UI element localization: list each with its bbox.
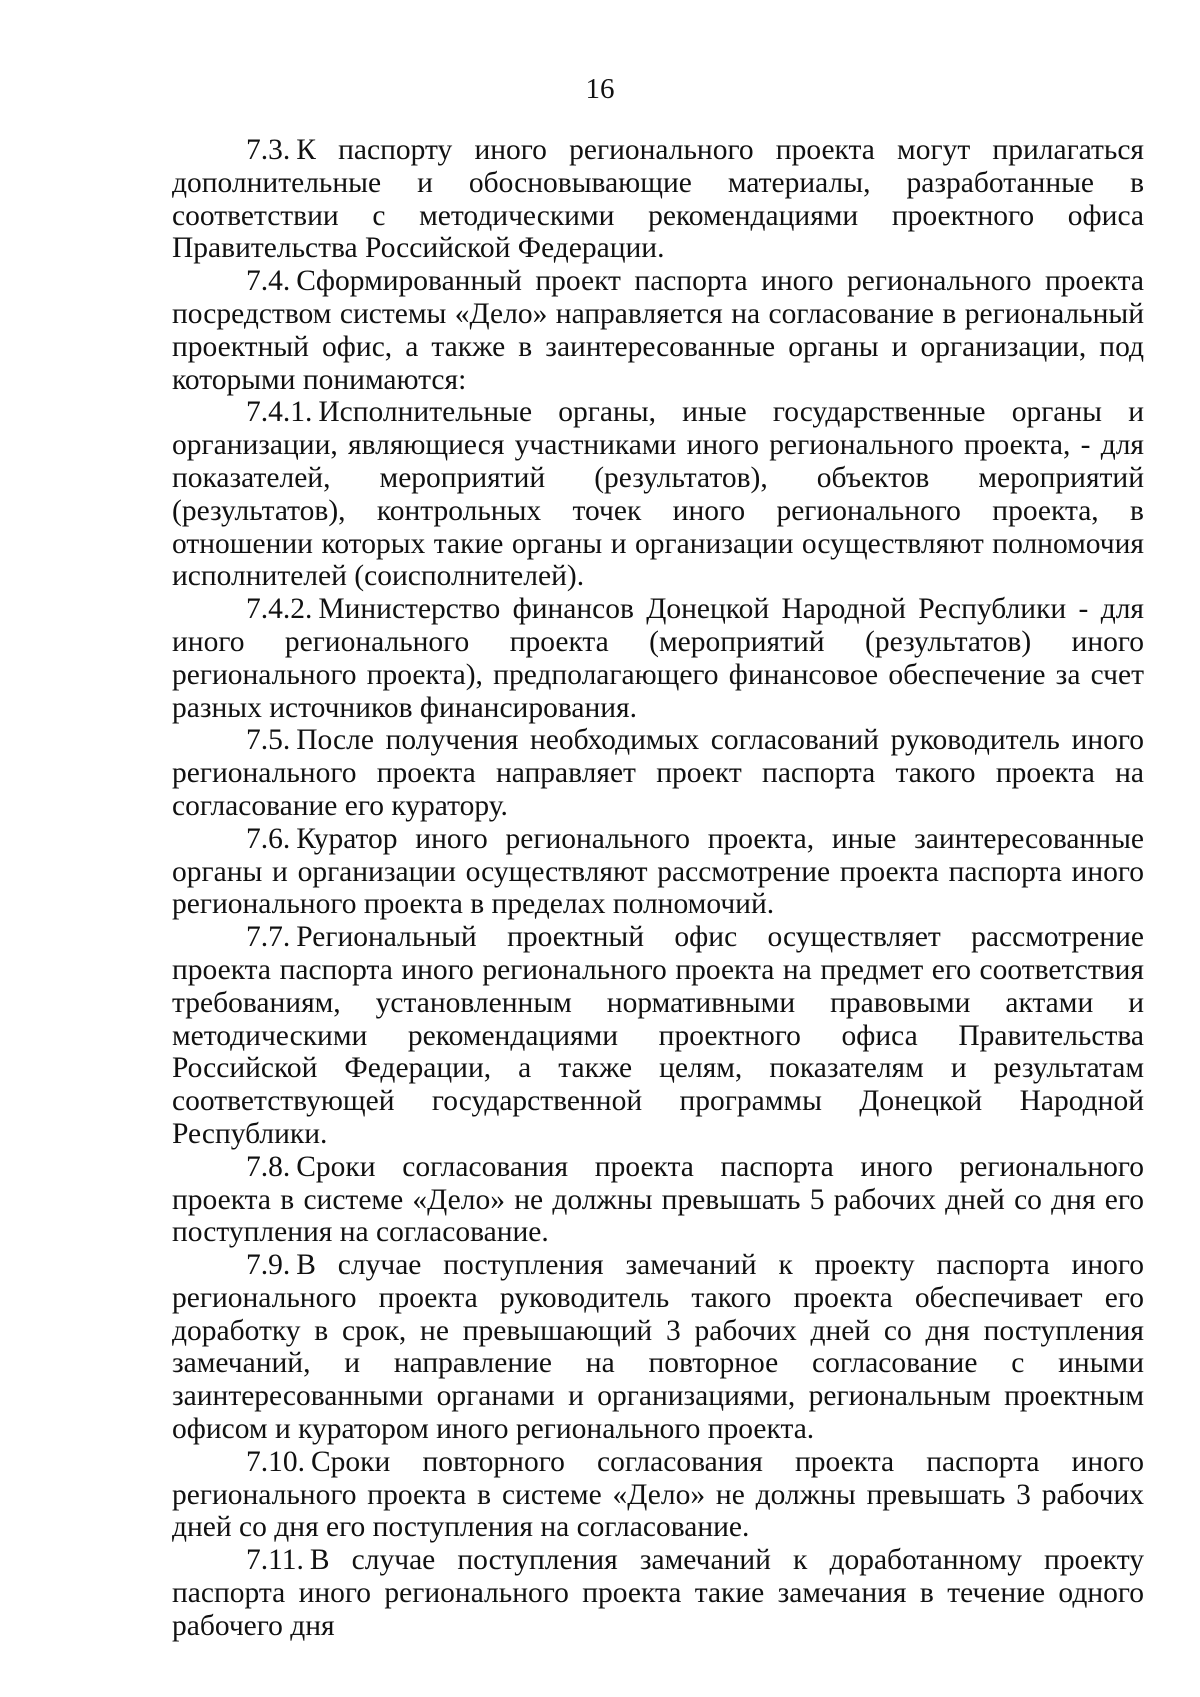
paragraph-number: 7.3. [246, 134, 291, 166]
paragraph-number: 7.10. [246, 1445, 305, 1478]
paragraph-number: 7.7. [246, 921, 291, 954]
paragraph-text: После получения необходимых согласований руководитель иного регионального проекта направляет проект паспорта такого проекта на согласование его куратору. [172, 724, 1144, 822]
paragraph-text: Сформированный проект паспорта иного регионального проекта посредством системы «Дело» направляется на согласование в региональный проектный офис, а также в заинтересованные органы и организации, под которыми понимаются: [172, 265, 1144, 396]
paragraph-text: Сроки повторного согласования проекта паспорта иного регионального проекта в системе «Дело» не должны превышать 3 рабочих дней со дня его поступления на согласование. [172, 1445, 1144, 1544]
paragraph-number: 7.4.1. [246, 396, 313, 429]
paragraph-number: 7.8. [246, 1150, 291, 1183]
paragraph-text: К паспорту иного регионального проекта могут прилагаться дополнительные и обосновывающие материалы, разработанные в соответствии с методическими рекомендациями проектного офиса Правительства Российской Федерации. [172, 134, 1144, 265]
paragraph-text: Исполнительные органы, иные государственные органы и организации, являющиеся участниками иного регионального проекта, - для показателей, мероприятий (результатов), объектов мероприятий (результатов), контрольных точек иного регионального проекта, в отношении которых такие органы и организации осуществляют полномочия исполнителей (соисполнителей). [172, 396, 1144, 593]
paragraph-7-4-1 [172, 396, 1144, 593]
paragraph-7-5 [172, 724, 1144, 822]
paragraph-7-8 [172, 1151, 1144, 1249]
paragraph-number: 7.4.2. [246, 593, 313, 626]
paragraph-text: Министерство финансов Донецкой Народной Республики - для иного регионального проекта (мероприятий (результатов) иного регионального проекта), предполагающего финансовое обеспечение за счет разных источников финансирования. [172, 593, 1144, 724]
paragraph-number: 7.4. [246, 265, 291, 298]
paragraph-7-6 [172, 823, 1144, 921]
paragraph-number: 7.9. [246, 1249, 291, 1282]
paragraph-7-10 [172, 1446, 1144, 1544]
paragraph-number: 7.11. [246, 1544, 304, 1577]
paragraph-7-11 [172, 1544, 1144, 1642]
paragraph-number: 7.5. [246, 724, 291, 757]
paragraph-7-7 [172, 921, 1144, 1151]
paragraph-text: В случае поступления замечаний к доработанному проекту паспорта иного регионального проекта такие замечания в течение одного рабочего дня [172, 1544, 1144, 1642]
paragraph-text: Региональный проектный офис осуществляет рассмотрение проекта паспорта иного регионального проекта на предмет его соответствия требованиям, установленным нормативными правовыми актами и методическими рекомендациями проектного офиса Правительства Российской Федерации, а также целям, показателям и результатам соответствующей государственной программы Донецкой Народной Республики. [172, 921, 1144, 1150]
page-number: 16 [585, 73, 615, 105]
paragraph-7-9 [172, 1249, 1144, 1446]
document-body [172, 134, 1144, 1643]
paragraph-number: 7.6. [246, 822, 291, 855]
paragraph-7-4-2 [172, 593, 1144, 724]
paragraph-text: Сроки согласования проекта паспорта иного регионального проекта в системе «Дело» не должны превышать 5 рабочих дней со дня его поступления на согласование. [172, 1150, 1144, 1249]
paragraph-text: Куратор иного регионального проекта, иные заинтересованные органы и организации осуществляют рассмотрение проекта паспорта иного регионального проекта в пределах полномочий. [172, 822, 1144, 921]
paragraph-7-3 [172, 134, 1144, 265]
paragraph-7-4 [172, 265, 1144, 396]
paragraph-text: В случае поступления замечаний к проекту паспорта иного регионального проекта руководитель такого проекта обеспечивает его доработку в срок, не превышающий 3 рабочих дней со дня поступления замечаний, и направление на повторное согласование с иными заинтересованными органами и организациями, региональным проектным офисом и куратором иного регионального проекта. [172, 1249, 1144, 1446]
